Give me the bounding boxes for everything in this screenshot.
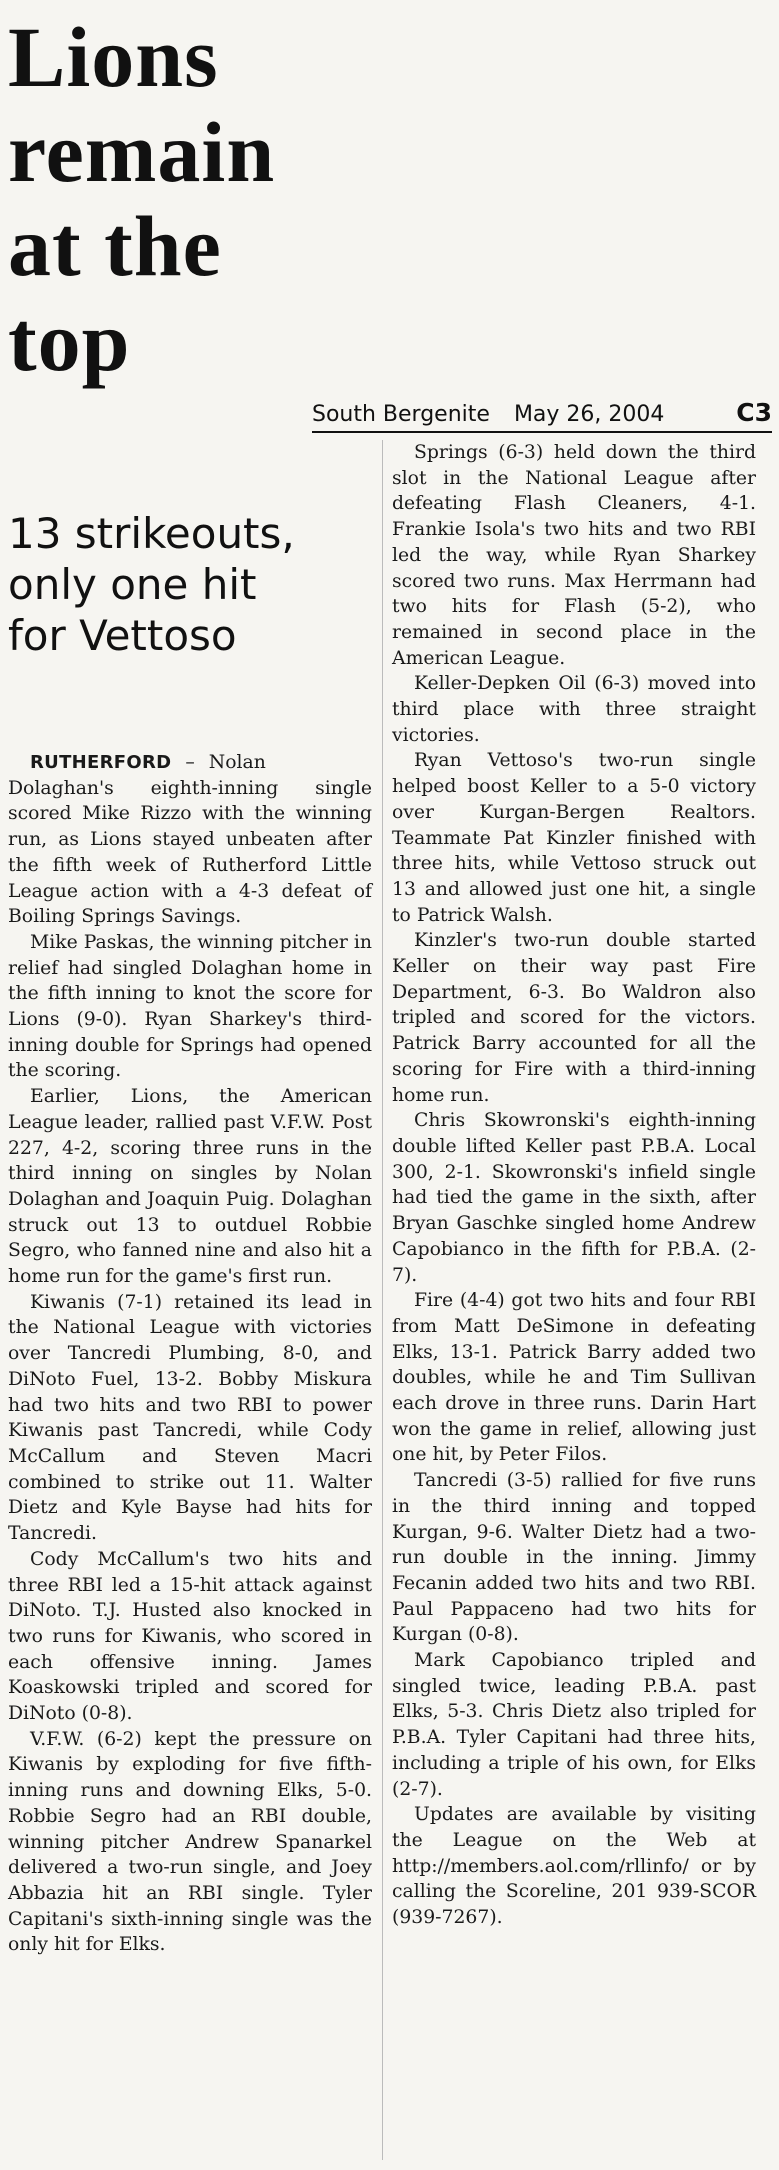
article-paragraph: Tancredi (3-5) rallied for five runs in the third inning and topped Kurgan, 9-6. Walter Dietz had a two-run double in the inning. Jimmy Fecanin added two hits and two RBI. Paul Pappaceno had two hits for Kurgan (0-8). [392, 1470, 756, 1646]
kicker-dash: – [185, 752, 195, 773]
subheadline [8, 508, 378, 662]
section-page: C3 [736, 398, 772, 427]
article-paragraph: V.F.W. (6-2) kept the pressure on Kiwanis by exploding for five fifth-inning runs and downing Elks, 5-0. Robbie Segro had an RBI double, winning pitcher Andrew Spanarkel delivered a two-run single, and Joey Abbazia hit an RBI single. Tyler Capitani's sixth-inning single was the only hit for Elks. [8, 1728, 372, 1956]
article-column-left [8, 750, 372, 1958]
article-paragraph: Keller-Depken Oil (6-3) moved into third place with three straight victories. [392, 673, 756, 746]
article-paragraph: Updates are available by visiting the League on the Web at http://members.aol.com/rllinfo/ or by calling the Scoreline, 201 939-SCOR (939-7267). [392, 1804, 756, 1929]
dateline [312, 398, 772, 433]
article-paragraph: Cody McCallum's two hits and three RBI led a 15-hit attack against DiNoto. T.J. Husted also knocked in two runs for Kiwanis, who scored in each offensive inning. James Koaskowski tripled and scored for DiNoto (0-8). [8, 1548, 372, 1725]
column-divider [382, 440, 383, 2160]
publication-name: South Bergenite [312, 402, 490, 427]
headline-line: top [8, 292, 131, 389]
headline-line: at the [8, 198, 222, 295]
publication-date: May 26, 2004 [513, 402, 665, 427]
subheadline-line: for Vettoso [8, 611, 237, 661]
headline-line: remain [8, 103, 276, 200]
article-paragraph: Fire (4-4) got two hits and four RBI from Matt DeSimone in defeating Elks, 13-1. Patrick Barry added two doubles, while he and Tim Sullivan each drove in three runs. Darin Hart won the game in relief, allowing just one hit, by Peter Filos. [392, 1290, 756, 1466]
article-paragraph: Mike Paskas, the winning pitcher in relief had singled Dolaghan home in the fifth inning to knot the score for Lions (9-0). Ryan Sharkey's third-inning double for Springs had opened the scoring. [8, 931, 372, 1082]
headline-line: Lions [8, 9, 219, 105]
subheadline-line: only one hit [8, 560, 257, 610]
article-paragraph [8, 750, 372, 930]
paragraph-text: Nolan Dolaghan's eighth-inning single scored Mike Rizzo with the winning run, as Lions stayed unbeaten after the fifth week of Rutherford Little League action with a 4-3 defeat of Boiling Springs Savings. [8, 752, 372, 928]
article-paragraph: Springs (6-3) held down the third slot in the National League after defeating Flash Cleaners, 4-1. Frankie Isola's two hits and two RBI led the way, while Ryan Sharkey scored two runs. Max Herrmann had two hits for Flash (5-2), who remained in second place in the American League. [392, 442, 756, 669]
article-paragraph: Chris Skowronski's eighth-inning double lifted Keller past P.B.A. Local 300, 2-1. Skowronski's infield single had tied the game in the sixth, after Bryan Gaschke singled home Andrew Capobianco in the fifth for P.B.A. (2-7). [392, 1110, 756, 1286]
article-paragraph: Kinzler's two-run double started Keller on their way past Fire Department, 6-3. Bo Waldron also tripled and scored for the victors. Patrick Barry accounted for all the scoring for Fire with a third-inning home run. [392, 930, 756, 1106]
article-paragraph: Ryan Vettoso's two-run single helped boost Keller to a 5-0 victory over Kurgan-Bergen Realtors. Teammate Pat Kinzler finished with three hits, while Vettoso struck out 13 and allowed just one hit, a single to Patrick Walsh. [392, 750, 756, 926]
article-paragraph: Mark Capobianco tripled and singled twice, leading P.B.A. past Elks, 5-3. Chris Dietz also tripled for P.B.A. Tyler Capitani had three hits, including a triple of his own, for Elks (2-7). [392, 1650, 756, 1800]
dateline-kicker: RUTHERFORD [30, 752, 172, 773]
article-column-right [392, 440, 756, 1931]
article-paragraph: Kiwanis (7-1) retained its lead in the National League with victories over Tancredi Plumbing, 8-0, and DiNoto Fuel, 13-2. Bobby Miskura had two hits and two RBI to power Kiwanis past Tancredi, while Cody McCallum and Steven Macri combined to strike out 11. Walter Dietz and Kyle Bayse had hits for Tancredi. [8, 1291, 372, 1545]
headline [8, 10, 275, 388]
article-paragraph: Earlier, Lions, the American League leader, rallied past V.F.W. Post 227, 4-2, scoring three runs in the third inning on singles by Nolan Dolaghan and Joaquin Puig. Dolaghan struck out 13 to outduel Robbie Segro, who fanned nine and also hit a home run for the game's first run. [8, 1086, 372, 1288]
subheadline-line: 13 strikeouts, [8, 509, 295, 558]
